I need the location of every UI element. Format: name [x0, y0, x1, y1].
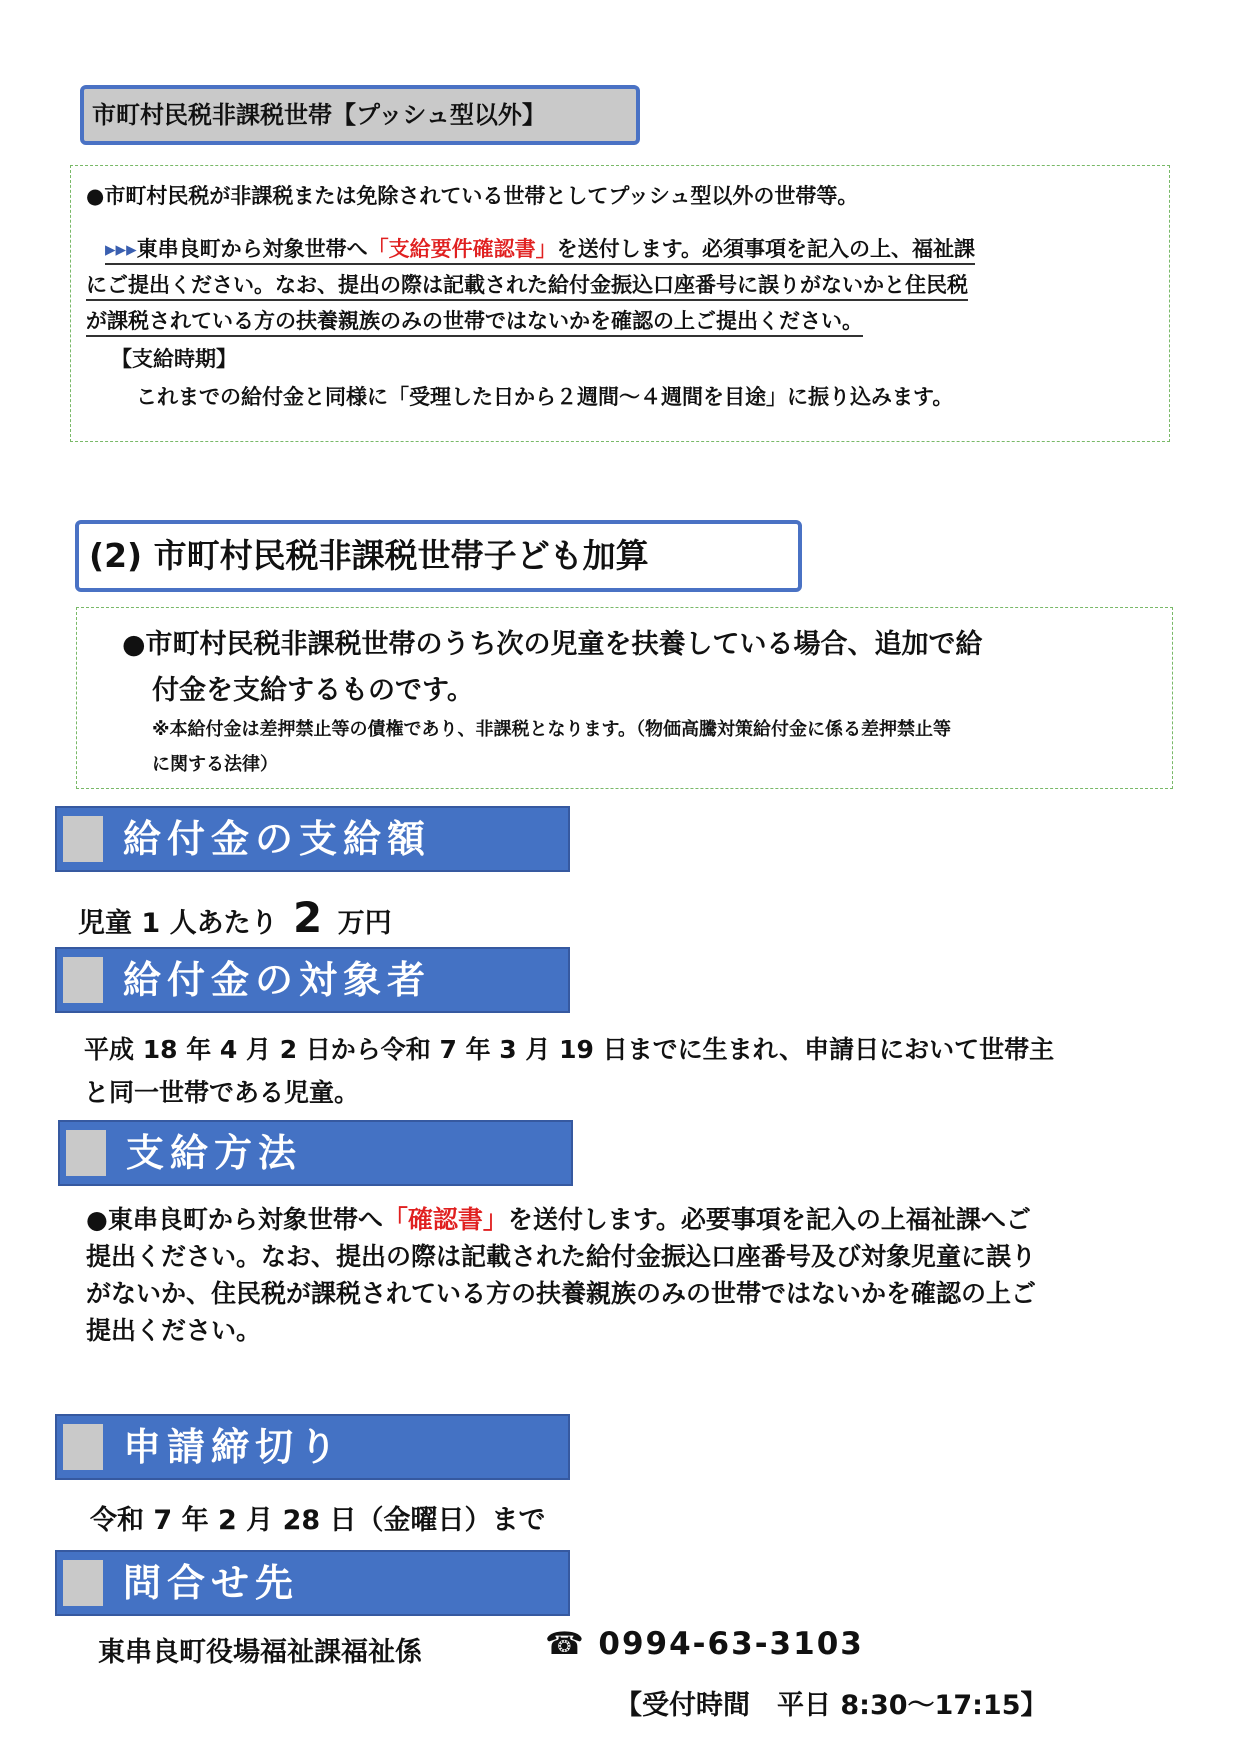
contact-heading: 問合せ先	[55, 1550, 570, 1616]
section2-note-line1: ※本給付金は差押禁止等の債権であり、非課税となります。（物価高騰対策給付金に係る差押禁止等	[152, 719, 952, 740]
method-line3: がないか、住民税が課税されている方の扶養親族のみの世帯ではないかを確認の上ご	[86, 1279, 1037, 1308]
square-marker-icon	[66, 1130, 106, 1176]
amount-heading: 給付金の支給額	[55, 806, 570, 872]
contact-phone: ☎ 0994-63-3103	[545, 1626, 864, 1662]
required-doc-name: 「支給要件確認書」	[367, 237, 557, 261]
section2-title: (2) 市町村民税非課税世帯子ども加算	[75, 520, 802, 592]
method-line1: ●東串良町から対象世帯へ「確認書」を送付します。必要事項を記入の上福祉課へご	[86, 1205, 1031, 1234]
section1-title: 市町村民税非課税世帯【プッシュ型以外】	[80, 85, 640, 145]
square-marker-icon	[63, 1560, 103, 1606]
timing-text: これまでの給付金と同様に「受理した日から２週間～４週間を目途」に振り込みます。	[136, 385, 954, 409]
timing-label: 【支給時期】	[111, 347, 237, 371]
target-heading: 給付金の対象者	[55, 947, 570, 1013]
section1-box	[70, 165, 1170, 442]
section1-para-line1: ▸▸▸東串良町から対象世帯へ「支給要件確認書」を送付します。必須事項を記入の上、福祉課	[105, 233, 975, 265]
method-line2: 提出ください。なお、提出の際は記載された給付金振込口座番号及び対象児童に誤り	[86, 1242, 1037, 1271]
section2-bullet-line1: ●市町村民税非課税世帯のうち次の児童を扶養している場合、追加で給	[122, 629, 983, 660]
amount-number: 2	[293, 893, 323, 942]
section2-bullet-line2: 付金を支給するものです。	[152, 675, 474, 706]
target-line2: と同一世帯である児童。	[84, 1078, 360, 1107]
target-line1: 平成 18 年 4 月 2 日から令和 7 年 3 月 19 日までに生まれ、申請日において世帯主	[84, 1035, 1055, 1064]
section1-para-line2: にご提出ください。なお、提出の際は記載された給付金振込口座番号に誤りがないかと住民税	[86, 269, 968, 301]
section2-box	[76, 607, 1173, 789]
section2-note-line2: に関する法律）	[152, 754, 278, 775]
square-marker-icon	[63, 957, 103, 1003]
arrow-icon: ▸▸▸	[105, 237, 137, 261]
method-heading: 支給方法	[58, 1120, 573, 1186]
contact-hours: 【受付時間 平日 8:30～17:15】	[615, 1690, 1048, 1721]
section1-bullet: ●市町村民税が非課税または免除されている世帯としてプッシュ型以外の世帯等。	[86, 184, 859, 208]
deadline-text: 令和 7 年 2 月 28 日（金曜日）まで	[90, 1505, 546, 1536]
square-marker-icon	[63, 1424, 103, 1470]
amount-text: 児童 1 人あたり 2 万円	[78, 893, 392, 942]
section1-para-line3: が課税されている方の扶養親族のみの世帯ではないかを確認の上ご提出ください。	[86, 305, 863, 337]
contact-office: 東串良町役場福祉課福祉係	[98, 1637, 422, 1668]
confirmation-doc-name: 「確認書」	[382, 1205, 508, 1234]
method-line4: 提出ください。	[86, 1316, 262, 1345]
deadline-heading: 申請締切り	[55, 1414, 570, 1480]
square-marker-icon	[63, 816, 103, 862]
